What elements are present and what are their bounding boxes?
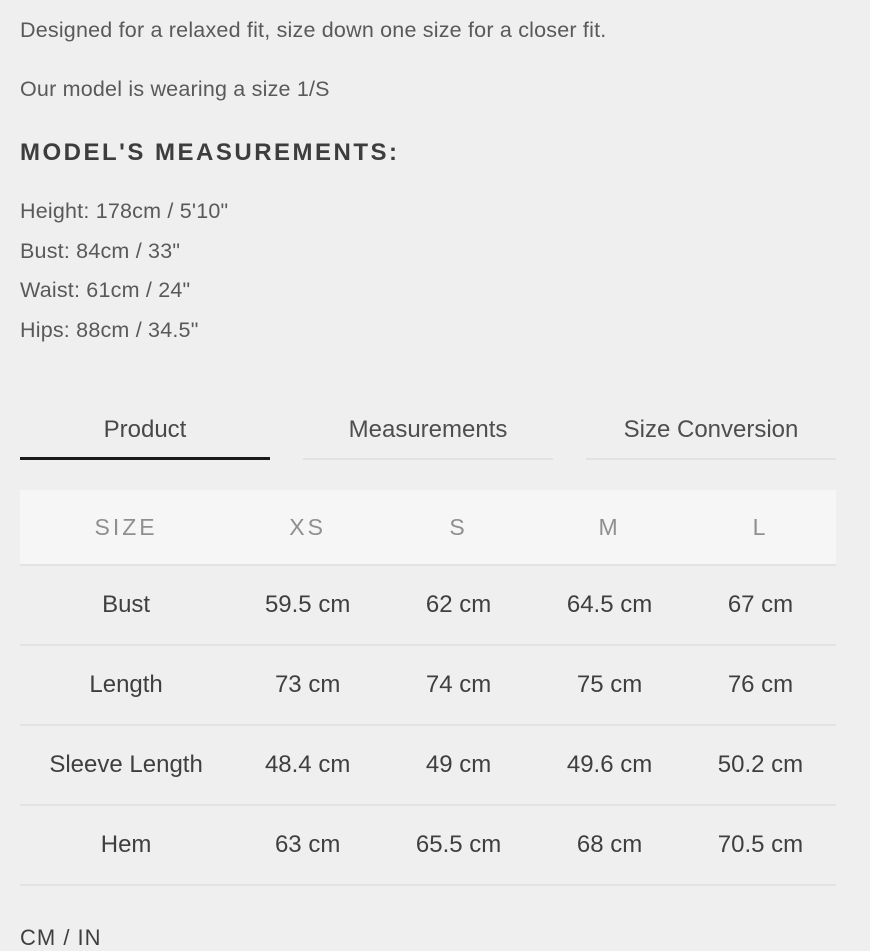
cell-value: 64.5 cm — [566, 591, 653, 618]
row-label: Length — [89, 671, 163, 698]
cell-value: 75 cm — [576, 671, 643, 698]
cell-value: 63 cm — [274, 831, 341, 858]
column-header-xs: XS — [289, 513, 326, 540]
detail-tabs — [20, 402, 836, 460]
tab-size-conversion[interactable]: Size Conversion — [586, 402, 836, 460]
model-height: Height: 178cm / 5'10" — [20, 199, 229, 224]
column-header-l: L — [752, 513, 769, 540]
column-header-size: SIZE — [94, 513, 158, 540]
cell-value: 49.6 cm — [566, 751, 653, 778]
table-row-bust — [20, 566, 836, 646]
model-waist: Waist: 61cm / 24" — [20, 278, 191, 303]
column-header-s: S — [449, 513, 468, 540]
model-hips: Hips: 88cm / 34.5" — [20, 317, 199, 342]
cell-value: 59.5 cm — [264, 591, 351, 618]
table-row-length — [20, 646, 836, 726]
cell-value: 67 cm — [727, 591, 794, 618]
table-row-sleeve-length — [20, 726, 836, 806]
size-table-header-row — [20, 490, 836, 566]
size-table — [20, 490, 836, 886]
cell-value: 68 cm — [576, 831, 643, 858]
cell-value: 65.5 cm — [415, 831, 502, 858]
cell-value: 74 cm — [425, 671, 492, 698]
column-header-m: M — [598, 513, 621, 540]
row-label: Bust — [102, 591, 151, 618]
cell-value: 76 cm — [727, 671, 794, 698]
cell-value: 70.5 cm — [717, 831, 804, 858]
fit-description: Designed for a relaxed fit, size down one size for a closer fit. — [20, 18, 607, 42]
cell-value: 50.2 cm — [717, 751, 804, 778]
model-measurements-list — [20, 192, 228, 350]
row-label: Sleeve Length — [49, 751, 203, 778]
cell-value: 49 cm — [425, 751, 492, 778]
row-label: Hem — [100, 831, 152, 858]
table-row-hem — [20, 806, 836, 886]
tab-measurements[interactable]: Measurements — [303, 402, 553, 460]
cell-value: 48.4 cm — [264, 751, 351, 778]
unit-toggle-cm-in[interactable]: CM / IN — [20, 925, 102, 950]
cell-value: 73 cm — [274, 671, 341, 698]
model-bust: Bust: 84cm / 33" — [20, 238, 181, 263]
cell-value: 62 cm — [425, 591, 492, 618]
tab-product[interactable]: Product — [20, 402, 270, 460]
model-size-note: Our model is wearing a size 1/S — [20, 77, 330, 101]
model-measurements-heading: MODEL'S MEASUREMENTS: — [20, 139, 400, 166]
